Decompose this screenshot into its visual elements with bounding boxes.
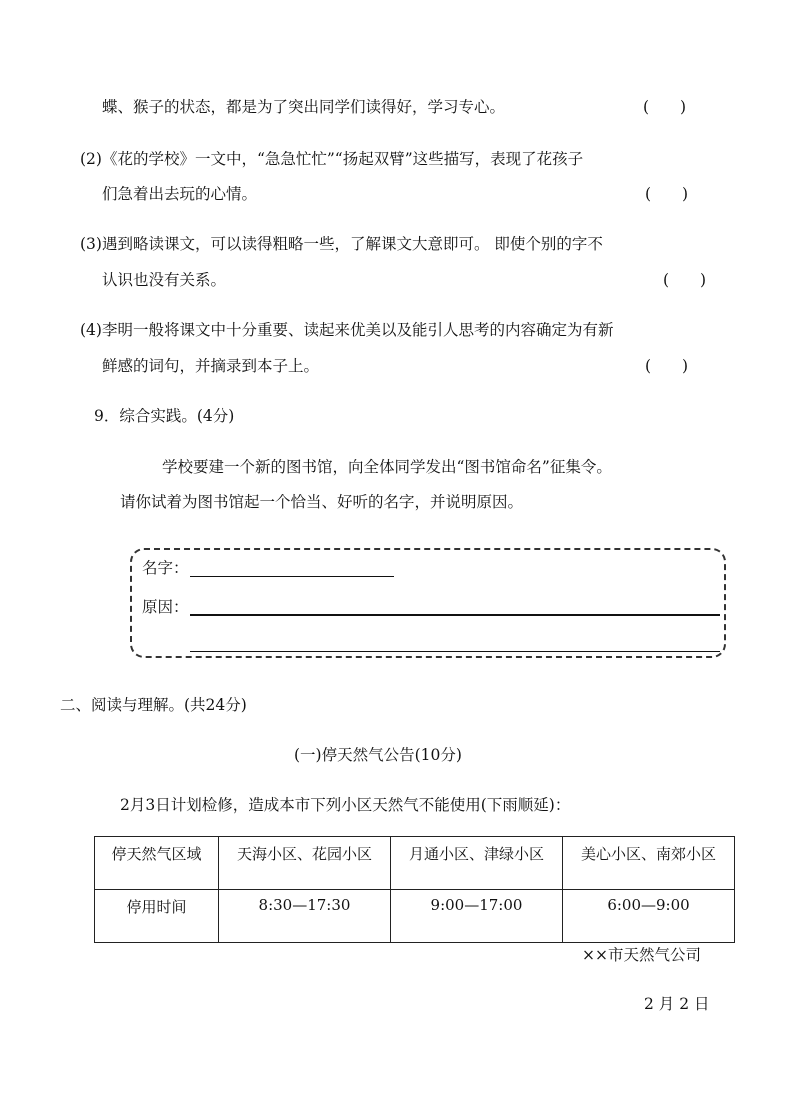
item-2-line-1: (2)《花的学校》一文中，“急急忙忙”“扬起双臂”这些描写，表现了花孩子: [80, 150, 584, 168]
question-9-prompt-line-1: 学校要建一个新的图书馆，向全体同学发出“图书馆命名”征集令。: [162, 458, 612, 476]
table-cell: 8:30—17:30: [219, 890, 391, 943]
table-cell: 9:00—17:00: [391, 890, 563, 943]
notice-intro: 2月3日计划检修，造成本市下列小区天然气不能使用(下雨顺延)：: [120, 796, 571, 814]
item-4-line-1: (4)李明一般将课文中十分重要、读起来优美以及能引人思考的内容确定为有新: [80, 321, 614, 339]
item-3-line-2: 认识也没有关系。: [102, 271, 227, 289]
table-cell: 停天然气区域: [95, 837, 219, 890]
question-9-title: 9．综合实践。(4分): [94, 407, 235, 425]
item-2-line-2: 们急着出去玩的心情。: [102, 185, 258, 203]
answer-bracket-4[interactable]: ( ): [645, 357, 689, 375]
table-row: [95, 890, 735, 943]
section-2-heading: 二、阅读与理解。(共24分): [60, 696, 247, 714]
table-cell: 6:00—9:00: [563, 890, 735, 943]
table-cell: 停用时间: [95, 890, 219, 943]
table-cell: 月通小区、津绿小区: [391, 837, 563, 890]
notice-date: 2 月 2 日: [644, 995, 710, 1013]
reason-label: 原因：: [142, 598, 189, 616]
name-label: 名字：: [142, 559, 189, 577]
notice-issuer: ××市天然气公司: [582, 946, 701, 964]
passage-title: (一)停天然气公告(10分): [294, 746, 462, 764]
item-1-continuation: 蝶、猴子的状态，都是为了突出同学们读得好，学习专心。: [102, 98, 506, 116]
answer-bracket-3[interactable]: ( ): [663, 271, 707, 289]
gas-outage-table: [94, 836, 735, 943]
reason-answer-line-2[interactable]: [190, 651, 720, 652]
table-cell: 天海小区、花园小区: [219, 837, 391, 890]
name-answer-line[interactable]: [190, 576, 394, 577]
question-9-prompt-line-2: 请你试着为图书馆起一个恰当、好听的名字，并说明原因。: [120, 493, 524, 511]
table-cell: 美心小区、南郊小区: [563, 837, 735, 890]
answer-box: [130, 548, 726, 658]
reason-answer-line-1[interactable]: [190, 614, 720, 616]
answer-bracket-2[interactable]: ( ): [645, 185, 689, 203]
table-row: [95, 837, 735, 890]
item-3-line-1: (3)遇到略读课文，可以读得粗略一些，了解课文大意即可。 即使个别的字不: [80, 235, 603, 253]
item-4-line-2: 鲜感的词句，并摘录到本子上。: [102, 357, 320, 375]
answer-bracket-1[interactable]: ( ): [643, 98, 687, 116]
